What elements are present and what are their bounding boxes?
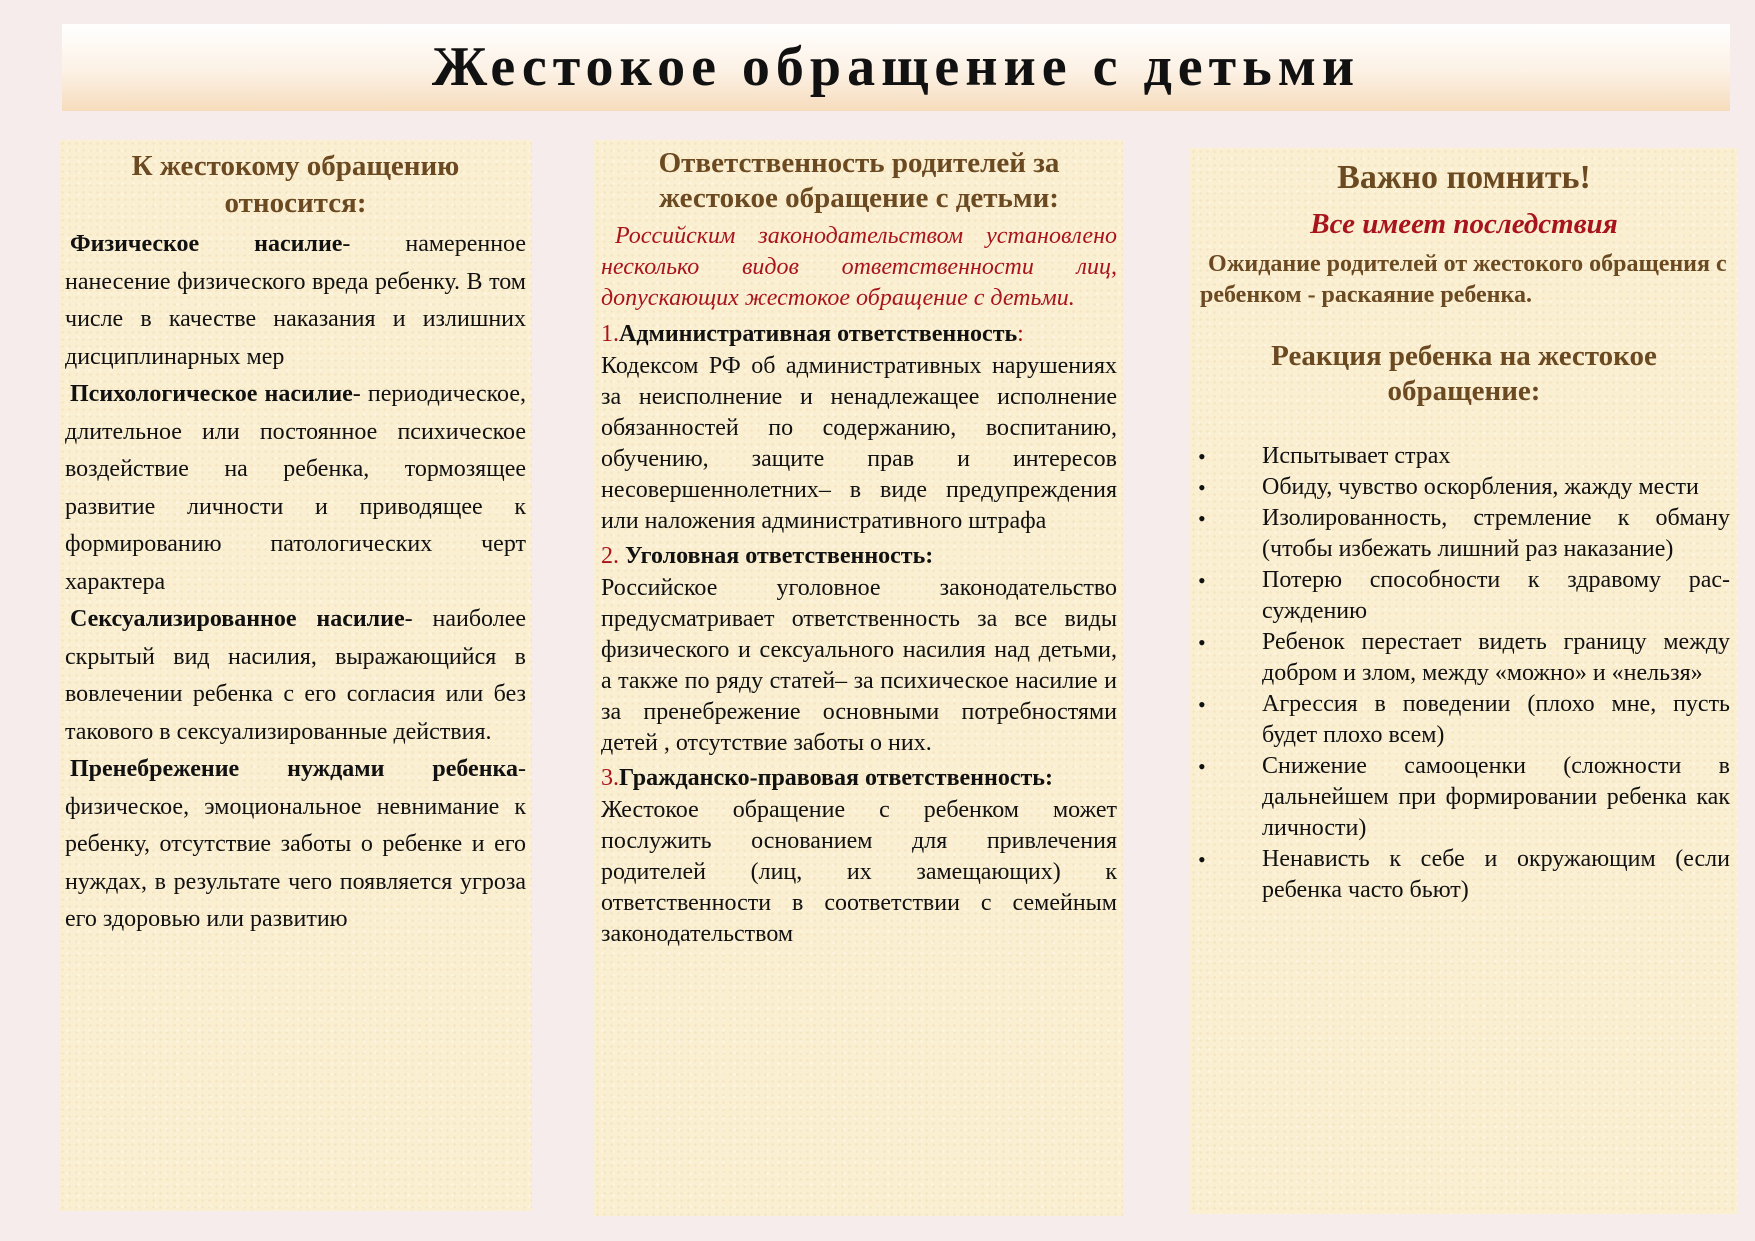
section-title-text: Гражданско-правовая ответственность: [619,765,1053,791]
bullet-icon: • [1198,754,1206,779]
responsibility-section-title [601,318,1117,351]
parent-expectation-text [1198,249,1730,311]
section-colon: : [1017,321,1024,347]
list-item-text: Потерю способности к здравому рассуждению [1262,567,1730,624]
abuse-type-text: - физическое, эмоциональное невнимание к ребенку, отсутствие заботы о ребенке и его нуждах, в результате чего появляется угроза его здоровью или развитию [65,756,526,932]
section-number: 2. [601,543,625,569]
list-item-text: Обиду, чувство оскорбления, жажду мести [1262,474,1699,500]
bullet-icon: • [1198,475,1206,500]
child-reaction-list [1198,441,1730,906]
abuse-type-text: - наиболее скрытый вид насилия, выражающийся в вовлечении ребенка с его согласия или без такового в сексуализированные действия. [65,606,526,745]
responsibility-section-text: Российское уголовное законодательство предусматривает ответственность за все виды физического и сексуального насилия над детьми, а также по ряду статей– за психическое насилие и за пренебрежение основными потребностями детей , отсутствие заботы о них. [601,575,1117,756]
abuse-type-term: Сексуализированное насилие [70,606,405,632]
child-reaction-heading: Реакция ребенка на жестокое обращение: [1271,340,1657,407]
page-title: Жестокое обращение с детьми [431,36,1361,98]
title-banner [62,24,1730,111]
list-item-text: Изолированность, стремление к обману (чтобы избежать лишний раз наказание) [1262,505,1730,562]
abuse-type-text: - намеренное нанесение физического вреда ребенку. В том числе в качестве наказания и излишних дисциплинарных мер [65,231,526,370]
parent-expectation-content: Ожидание родителей от жестокого обращения с ребенком - раскаяние ребенка. [1200,251,1727,308]
list-item [1198,472,1730,503]
responsibility-section-text: Кодексом РФ об административных нарушениях за неисполнение и ненадлежащее исполнение обязанностей по содержанию, воспитанию, обучению, защите прав и интересов несовершеннолетних– в виде предупреждения или наложения административного штрафа [601,353,1117,534]
parent-responsibility-panel [594,140,1123,1216]
list-item [1198,844,1730,906]
consequences-subheading: Все имеет последствия [1310,208,1618,240]
remember-heading: Важно помнить! [1337,159,1591,196]
list-item [1198,441,1730,472]
abuse-type-term: Пренебрежение нуждами ребенка [70,756,518,782]
section-number: 3. [601,765,619,791]
bullet-icon: • [1198,847,1206,872]
list-item-text: Испытывает страх [1262,443,1451,469]
section-title-text: Уголовная ответственность: [625,543,934,569]
consequences-panel [1190,148,1738,1214]
abuse-types-heading: К жестокому обращению относится: [131,150,460,219]
bullet-icon: • [1198,568,1206,593]
section-number: 1. [601,321,619,347]
responsibility-section-title [601,540,1117,573]
abuse-type-term: Психологическое насилие [70,381,353,407]
responsibility-section-title [601,762,1117,795]
list-item [1198,503,1730,565]
abuse-type-item [65,601,526,751]
list-item-text: Снижение самооценки (сложности в дальнейшем при формировании ребенка как личности) [1262,753,1730,841]
responsibility-intro: Российским законодательством установлено несколько видов ответственности лиц, допускающих жестокое обращение с детьми. [601,223,1117,311]
list-item-text: Ребенок перестает видеть границу между добром и злом, между «можно» и «нельзя» [1262,629,1730,686]
list-item [1198,689,1730,751]
list-item [1198,751,1730,844]
responsibility-section-text: Жестокое обращение с ребенком может послужить основанием для привлечения родителей (лиц, их замещающих) к ответственности в соответствии с семейным законодательством [601,797,1117,947]
abuse-type-item [65,226,526,376]
bullet-icon: • [1198,506,1206,531]
bullet-icon: • [1198,630,1206,655]
list-item-text: Ненависть к себе и окружающим (если ребенка часто бьют) [1262,846,1730,903]
abuse-type-item [65,751,526,939]
list-item [1198,565,1730,627]
abuse-type-text: - периодическое, длительное или постоянное психическое воздействие на ребенка, тормозящее развитие личности и приводящее к формированию патологических черт характера [65,381,526,595]
bullet-icon: • [1198,444,1206,469]
abuse-type-item [65,376,526,601]
abuse-type-term: Физическое насилие [70,231,343,257]
list-item-text: Агрессия в поведении (плохо мне, пусть будет плохо всем) [1262,691,1730,748]
bullet-icon: • [1198,692,1206,717]
section-title-text: Административная ответственность [619,321,1018,347]
list-item [1198,627,1730,689]
abuse-types-panel [59,140,532,1211]
responsibility-heading: Ответственность родителей за жестокое обращение с детьми: [658,147,1060,214]
